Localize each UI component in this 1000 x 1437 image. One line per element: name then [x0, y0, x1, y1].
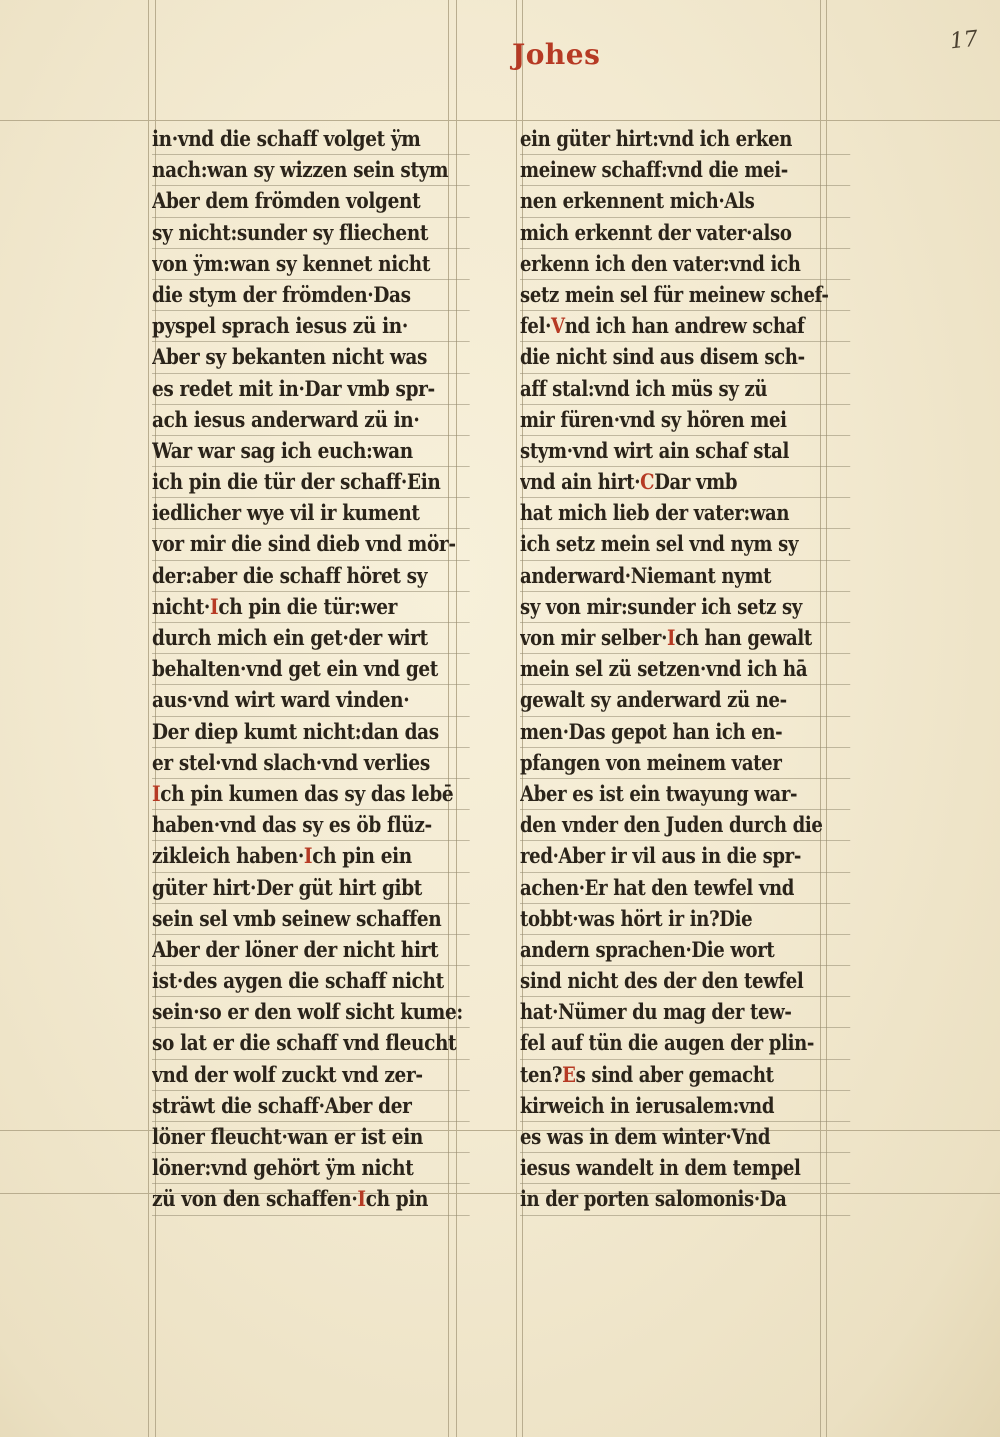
text-segment: red·Aber ir vil aus in die spr- [520, 843, 802, 869]
text-segment: nach:wan sy wizzen sein stym [152, 157, 449, 183]
text-line [520, 873, 850, 904]
text-segment: ch pin ein [312, 843, 412, 869]
text-line [520, 529, 850, 560]
text-line [520, 997, 850, 1028]
text-line [152, 623, 470, 654]
text-segment: ist·des aygen die schaff nicht [152, 968, 444, 994]
text-segment: ch han gewalt [675, 625, 812, 650]
text-segment: gewalt sy anderward zü ne- [520, 687, 787, 713]
text-line [152, 841, 470, 872]
text-segment: sein sel vmb seinew schaffen [152, 905, 442, 931]
rubricated-initial: I [210, 593, 219, 619]
text-segment: War war sag ich euch:wan [152, 437, 413, 463]
text-line [152, 592, 470, 623]
text-line [152, 186, 470, 217]
text-line [152, 342, 470, 373]
text-segment: güter hirt·Der güt hirt gibt [152, 874, 422, 900]
text-segment: behalten·vnd get ein vnd get [152, 656, 438, 682]
text-segment: es redet mit in·Dar vmb spr- [152, 375, 435, 401]
text-line [520, 342, 850, 373]
text-line [152, 436, 470, 467]
text-segment: hat mich lieb der vater:wan [520, 500, 790, 526]
text-segment: nen erkennent mich·Als [520, 188, 755, 214]
text-line [152, 904, 470, 935]
text-line [520, 935, 850, 966]
text-segment: die nicht sind aus disem sch- [520, 344, 805, 370]
text-line [152, 966, 470, 997]
text-segment: aff stal:vnd ich müs sy zü [520, 375, 768, 401]
text-line [152, 1060, 470, 1091]
text-segment: Aber der löner der nicht hirt [152, 936, 439, 962]
text-segment: durch mich ein get·der wirt [152, 625, 428, 650]
text-line [520, 561, 850, 592]
text-segment: vnd der wolf zuckt vnd zer- [152, 1061, 423, 1087]
text-line [520, 810, 850, 841]
text-line [152, 1091, 470, 1122]
running-header: Johes [512, 38, 601, 71]
text-segment: sein·so er den wolf sicht kume: [152, 999, 463, 1025]
rubricated-initial: V [551, 313, 565, 339]
text-segment: fel· [520, 313, 552, 339]
text-segment: pyspel sprach iesus zü in· [152, 313, 408, 339]
text-segment: iedlicher wye vil ir kument [152, 500, 420, 526]
text-line [520, 1091, 850, 1122]
text-line [152, 1122, 470, 1153]
text-segment: von mir selber· [520, 625, 668, 650]
text-segment: anderward·Niemant nymt [520, 562, 772, 588]
text-segment: tobbt·was hört ir in?Die [520, 905, 753, 931]
text-line [520, 186, 850, 217]
text-line [520, 841, 850, 872]
text-segment: andern sprachen·Die wort [520, 936, 775, 962]
text-line [520, 966, 850, 997]
text-line [520, 1184, 850, 1215]
text-line [520, 1122, 850, 1153]
text-segment: löner fleucht·wan er ist ein [152, 1124, 423, 1149]
text-segment: von ÿm:wan sy kennet nicht [152, 250, 431, 276]
text-line [152, 717, 470, 748]
text-line [152, 873, 470, 904]
text-line [152, 124, 470, 155]
text-segment: meinew schaff:vnd die mei- [520, 157, 788, 183]
text-segment: in der porten salomonis·Da [520, 1186, 787, 1212]
text-line [152, 155, 470, 186]
text-segment: sträwt die schaff·Aber der [152, 1092, 412, 1118]
text-line [520, 779, 850, 810]
text-line [520, 748, 850, 779]
text-line [152, 1028, 470, 1059]
text-segment: vor mir die sind dieb vnd mör- [152, 531, 456, 557]
text-segment: Aber dem frömden volgent [152, 188, 421, 214]
text-segment: sy von mir:sunder ich setz sy [520, 593, 802, 619]
rubricated-initial: I [152, 780, 161, 806]
text-segment: Aber sy bekanten nicht was [152, 344, 428, 370]
rubricated-initial: C [640, 469, 655, 495]
text-segment: ich pin die tür der schaff·Ein [152, 469, 441, 495]
text-segment: ch pin kumen das sy das lebē [160, 780, 454, 806]
left-text-column [152, 124, 470, 1216]
text-segment: pfangen von meinem vater [520, 749, 782, 775]
text-segment: iesus wandelt in dem tempel [520, 1155, 801, 1181]
text-line [152, 280, 470, 311]
text-segment: hat·Nümer du mag der tew- [520, 999, 792, 1025]
rubricated-initial: I [667, 625, 676, 650]
text-segment: nd ich han andrew schaf [564, 313, 805, 339]
text-segment: sy nicht:sunder sy fliechent [152, 219, 429, 245]
text-line [152, 498, 470, 529]
text-segment: den vnder den Juden durch die [520, 812, 823, 838]
text-line [520, 374, 850, 405]
text-line [520, 311, 850, 342]
text-segment: sind nicht des der den tewfel [520, 968, 804, 994]
rubricated-initial: E [562, 1061, 576, 1087]
text-line [152, 467, 470, 498]
text-segment: löner:vnd gehört ÿm nicht [152, 1155, 414, 1181]
text-segment: Dar vmb [654, 469, 738, 495]
folio-number: 17 [948, 26, 980, 55]
text-segment: men·Das gepot han ich en- [520, 718, 783, 744]
text-segment: ch pin [365, 1186, 429, 1212]
text-segment: ich setz mein sel vnd nym sy [520, 531, 799, 557]
text-line [152, 997, 470, 1028]
text-segment: stym·vnd wirt ain schaf stal [520, 437, 789, 463]
text-line [152, 249, 470, 280]
text-line [152, 935, 470, 966]
text-line [152, 810, 470, 841]
text-line [520, 405, 850, 436]
text-line [520, 498, 850, 529]
text-line [152, 561, 470, 592]
text-segment: setz mein sel für meinew schef- [520, 281, 829, 307]
text-line [152, 779, 470, 810]
text-line [520, 623, 850, 654]
text-line [520, 1153, 850, 1184]
text-segment: erkenn ich den vater:vnd ich [520, 250, 801, 276]
text-segment: ch pin die tür:wer [218, 593, 397, 619]
text-line [152, 374, 470, 405]
text-line [152, 311, 470, 342]
text-line [520, 592, 850, 623]
text-line [520, 249, 850, 280]
text-line [520, 654, 850, 685]
text-line [152, 748, 470, 779]
text-segment: er stel·vnd slach·vnd verlies [152, 749, 430, 775]
text-segment: ten? [520, 1061, 563, 1087]
text-segment: mich erkennt der vater·also [520, 219, 792, 245]
text-segment: haben·vnd das sy es öb flüz- [152, 812, 432, 838]
text-segment: so lat er die schaff vnd fleucht [152, 1030, 457, 1056]
rubricated-initial: I [357, 1186, 366, 1212]
text-segment: fel auf tün die augen der plin- [520, 1030, 815, 1056]
ruling-line-vertical [148, 0, 149, 1437]
text-segment: zü von den schaffen· [152, 1186, 358, 1212]
ruling-line-horizontal [0, 120, 1000, 121]
right-text-column [520, 124, 850, 1216]
text-line [152, 529, 470, 560]
text-line [152, 405, 470, 436]
text-line [152, 685, 470, 716]
text-line [520, 280, 850, 311]
ruling-line-vertical [516, 0, 517, 1437]
text-line [152, 654, 470, 685]
text-segment: Aber es ist ein twayung war- [520, 780, 798, 806]
text-segment: der:aber die schaff höret sy [152, 562, 428, 588]
text-segment: ach iesus anderward zü in· [152, 406, 420, 432]
text-line [520, 904, 850, 935]
text-segment: in·vnd die schaff volget ÿm [152, 126, 421, 151]
text-segment: Der diep kumt nicht:dan das [152, 718, 439, 744]
text-line [520, 467, 850, 498]
text-line [152, 1184, 470, 1215]
text-segment: mein sel zü setzen·vnd ich hā [520, 656, 808, 682]
text-line [520, 124, 850, 155]
text-segment: nicht· [152, 593, 211, 619]
text-line [520, 1060, 850, 1091]
text-segment: ein güter hirt:vnd ich erken [520, 126, 793, 151]
text-line [520, 1028, 850, 1059]
text-segment: kirweich in ierusalem:vnd [520, 1092, 775, 1118]
text-line [520, 717, 850, 748]
text-segment: es was in dem winter·Vnd [520, 1124, 771, 1149]
text-segment: vnd ain hirt· [520, 469, 641, 495]
text-segment: s sind aber gemacht [575, 1061, 774, 1087]
text-line [520, 685, 850, 716]
text-line [520, 155, 850, 186]
text-line [520, 436, 850, 467]
text-line [520, 218, 850, 249]
text-line [152, 1153, 470, 1184]
text-segment: zikleich haben· [152, 843, 304, 869]
rubricated-initial: I [303, 843, 313, 869]
text-segment: die stym der frömden·Das [152, 281, 411, 307]
text-segment: mir füren·vnd sy hören mei [520, 406, 787, 432]
text-segment: aus·vnd wirt ward vinden· [152, 687, 410, 713]
text-line [152, 218, 470, 249]
text-segment: achen·Er hat den tewfel vnd [520, 874, 795, 900]
